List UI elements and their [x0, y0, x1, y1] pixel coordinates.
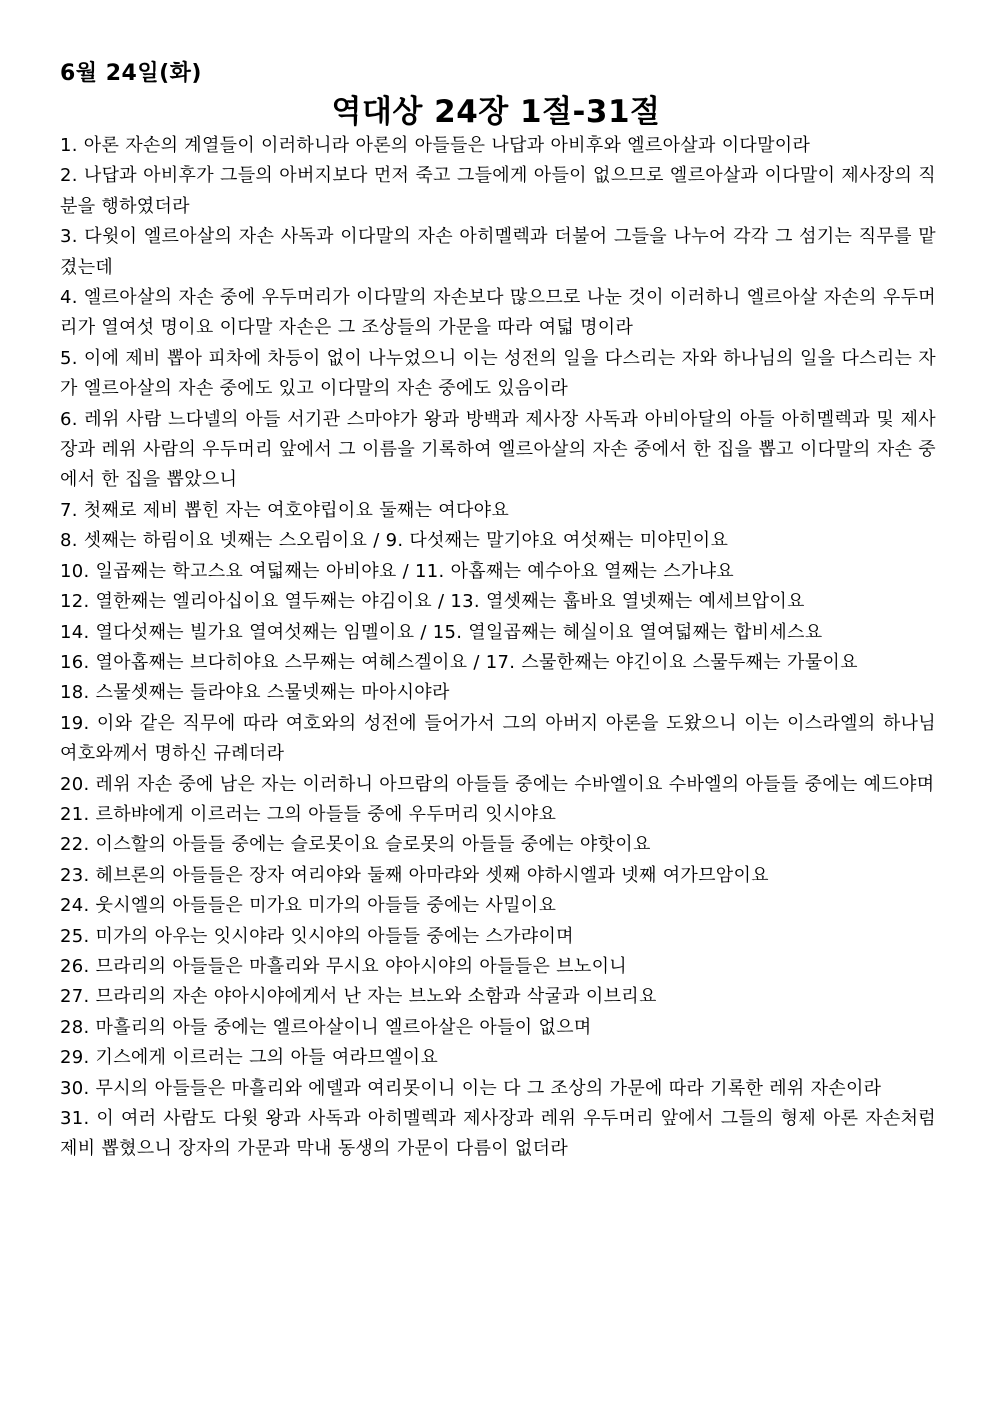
verse-27: 27. 므라리의 자손 야아시야에게서 난 자는 브노와 소함과 삭굴과 이브리요	[60, 986, 657, 1008]
verse-30: 30. 무시의 아들들은 마흘리와 에델과 여리못이니 이는 다 그 조상의 가문에 따라 기록한 레위 자손이라	[60, 1077, 882, 1099]
verse-16-17: 16. 열아홉째는 브다히야요 스무째는 여헤스겔이요 / 17. 스물한째는 야긴이요 스물두째는 가물이요	[60, 651, 858, 673]
verse-7: 7. 첫째로 제비 뽑힌 자는 여호야립이요 둘째는 여다야요	[60, 499, 510, 521]
verse-29: 29. 기스에게 이르러는 그의 아들 여라므엘이요	[60, 1047, 439, 1069]
verse-5: 5. 이에 제비 뽑아 피차에 차등이 없이 나누었으니 이는 성전의 일을 다스리는 자와 하나님의 일을 다스리는 자가 엘르아살의 자손 중에도 있고 이다말의 자손 중에도 있음이라	[60, 347, 936, 400]
verse-4: 4. 엘르아살의 자손 중에 우두머리가 이다말의 자손보다 많으므로 나눈 것이 이러하니 엘르아살 자손의 우두머리가 열여섯 명이요 이다말 자손은 그 조상들의 가문을 따라 여덟 명이라	[60, 287, 936, 339]
date-heading: 6월 24일(화)	[60, 61, 202, 86]
verse-list	[60, 131, 936, 1165]
verse-6: 6. 레위 사람 느다넬의 아들 서기관 스마야가 왕과 방백과 제사장 사독과 아비아달의 아들 아히멜렉과 및 제사장과 레위 사람의 우두머리 앞에서 그 이름을 기록하여 엘르아살의 자손 중에서 한 집을 뽑고 이다말의 자손 중에서 한 집을 뽑았으니	[60, 408, 936, 491]
verse-26: 26. 므라리의 아들들은 마흘리와 무시요 야아시야의 아들들은 브노이니	[60, 955, 627, 977]
verse-8-9: 8. 셋째는 하림이요 넷째는 스오림이요 / 9. 다섯째는 말기야요 여섯째는 미야민이요	[60, 530, 729, 552]
verse-19: 19. 이와 같은 직무에 따라 여호와의 성전에 들어가서 그의 아버지 아론을 도왔으니 이는 이스라엘의 하나님 여호와께서 명하신 규례더라	[60, 712, 936, 765]
verse-28: 28. 마흘리의 아들 중에는 엘르아살이니 엘르아살은 아들이 없으며	[60, 1016, 592, 1038]
verse-20: 20. 레위 자손 중에 남은 자는 이러하니 아므람의 아들들 중에는 수바엘이요 수바엘의 아들들 중에는 예드야며	[60, 773, 935, 795]
verse-10-11: 10. 일곱째는 학고스요 여덟째는 아비야요 / 11. 아홉째는 예수아요 열째는 스가냐요	[60, 560, 734, 582]
verse-1: 1. 아론 자손의 계열들이 이러하니라 아론의 아들들은 나답과 아비후와 엘르아살과 이다말이라	[60, 135, 811, 156]
verse-25: 25. 미가의 아우는 잇시야라 잇시야의 아들들 중에는 스가랴이며	[60, 925, 574, 947]
verse-2: 2. 나답과 아비후가 그들의 아버지보다 먼저 죽고 그들에게 아들이 없으므로 엘르아살과 이다말이 제사장의 직분을 행하였더라	[60, 165, 936, 217]
verse-21: 21. 르하뱌에게 이르러는 그의 아들들 중에 우두머리 잇시야요	[60, 803, 557, 825]
verse-18: 18. 스물셋째는 들라야요 스물넷째는 마아시야라	[60, 682, 450, 704]
verse-14-15: 14. 열다섯째는 빌가요 열여섯째는 임멜이요 / 15. 열일곱째는 헤실이요 열여덟째는 합비세스요	[60, 621, 823, 643]
verse-12-13: 12. 열한째는 엘리아십이요 열두째는 야김이요 / 13. 열셋째는 훕바요 열넷째는 예세브압이요	[60, 591, 805, 613]
verse-31: 31. 이 여러 사람도 다윗 왕과 사독과 아히멜렉과 제사장과 레위 우두머리 앞에서 그들의 형제 아론 자손처럼 제비 뽑혔으니 장자의 가문과 막내 동생의 가문이 다름이 없더라	[60, 1108, 936, 1160]
chapter-title: 역대상 24장 1절-31절	[331, 94, 661, 130]
verse-22: 22. 이스할의 아들들 중에는 슬로못이요 슬로못의 아들들 중에는 야핫이요	[60, 834, 651, 856]
verse-23: 23. 헤브론의 아들들은 장자 여리야와 둘째 아마랴와 셋째 야하시엘과 넷째 여가므암이요	[60, 864, 769, 886]
verse-24: 24. 웃시엘의 아들들은 미가요 미가의 아들들 중에는 사밀이요	[60, 895, 557, 917]
verse-3: 3. 다윗이 엘르아살의 자손 사독과 이다말의 자손 아히멜렉과 더불어 그들을 나누어 각각 그 섬기는 직무를 맡겼는데	[60, 226, 936, 278]
